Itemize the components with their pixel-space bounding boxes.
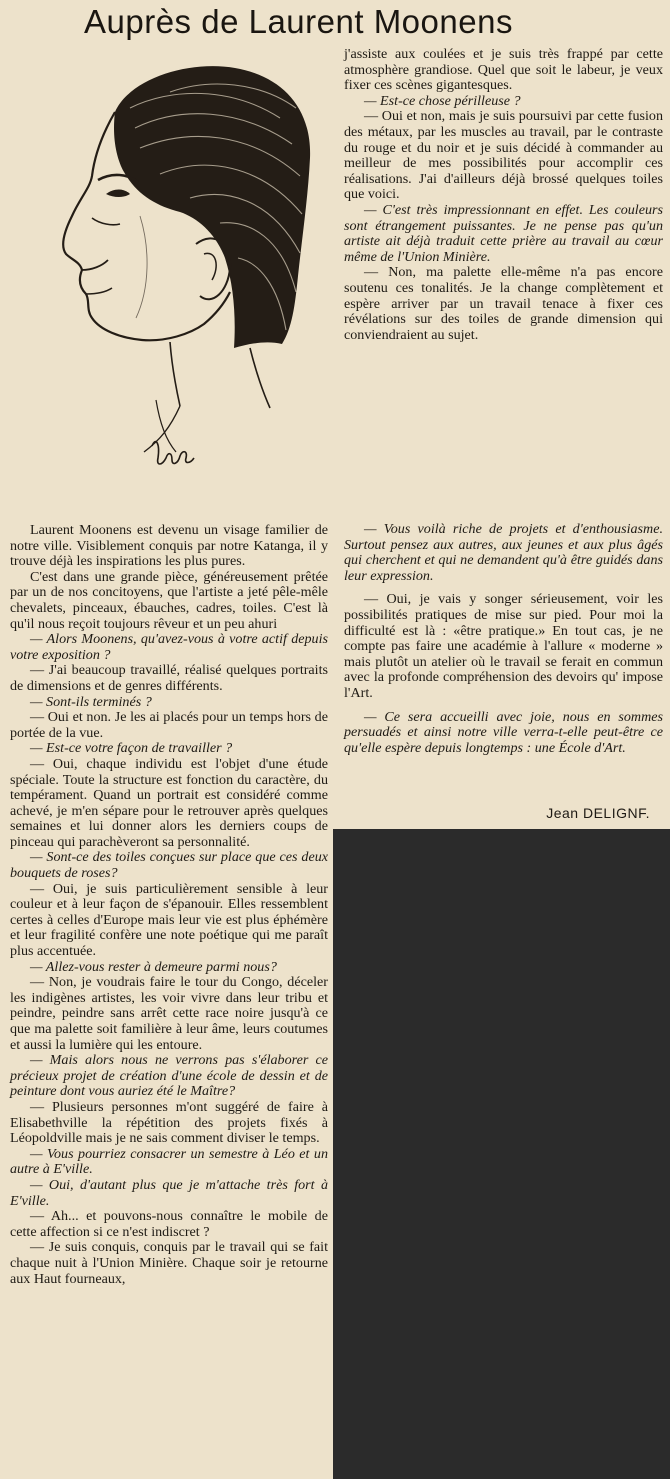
- interview-paragraph: j'assiste aux coulées et je suis très frappé par cette atmosphère grandiose. Quel que soit le labeur, je veux fixer ces scènes gigantesques.: [344, 46, 663, 94]
- interview-paragraph: — Plusieurs personnes m'ont suggéré de faire à Elisabethville la répétition des projets fixés à Léopoldville mais je ne sais comment diviser le temps.: [10, 1098, 328, 1147]
- dark-background: [333, 829, 670, 1479]
- interview-question: — Sont-ce des toiles conçues sur place que ces deux bouquets de roses?: [10, 849, 328, 882]
- interview-paragraph: — Oui, je suis particulièrement sensible à leur couleur et à leur façon de s'épanouir. Elles ressemblent certes à celles d'Europe mais leur vie est plus éphémère et leur fragilité confère une note poétique qui me paraît plus accentuée.: [10, 880, 328, 960]
- interview-paragraph: — Ah... et pouvons-nous connaître le mobile de cette affection si ce n'est indiscret ?: [10, 1208, 328, 1240]
- interview-question: — Vous voilà riche de projets et d'enthousiasme. Surtout pensez aux autres, aux jeunes et aux plus âgés qui cherchent et qui ne demandent qu'à être guidés dans leur expression.: [344, 521, 663, 584]
- author-signature: Jean DELIGNF.: [546, 805, 650, 821]
- interview-paragraph: — Je suis conquis, conquis par le travail qui se fait chaque nuit à l'Union Minière. Chaque soir je retourne aux Haut fourneaux,: [10, 1239, 328, 1287]
- interview-question: — C'est très impressionnant en effet. Les couleurs sont étrangement puissantes. Je ne pense pas qu'un artiste ait déjà traduit cette prière au travail au cœur même de l'Union Minière.: [344, 201, 663, 265]
- interview-paragraph: — Oui et non, mais je suis poursuivi par cette fusion des métaux, par les muscles au travail, par le contraste du rouge et du noir et je suis décidé à commander au meilleur de mes possibilités pour accomplir ces réalisations. J'ai d'ailleurs déjà brossé quelques toiles que voici.: [344, 108, 663, 203]
- interview-question: — Est-ce chose périlleuse ?: [364, 92, 521, 109]
- interview-paragraph: Laurent Moonens est devenu un visage familier de notre ville. Visiblement conquis par notre Katanga, il y trouve déjà les inspirations les plus pures.: [10, 522, 328, 570]
- interview-paragraph: — Oui, je vais y songer sérieusement, voir les possibilités pratiques de mise sur pied. Pour moi la difficulté est là : «être pratique.» En tout cas, je ne compte pas faire une académie à l'allure « moderne » mais plutôt un atelier où le travail se ferait en commun avec la profonde compréhension des devoirs qu' impose l'Art.: [344, 591, 663, 701]
- left-column-text: [10, 523, 328, 1287]
- interview-question: — Allez-vous rester à demeure parmi nous?: [30, 958, 277, 975]
- right-column-bottom-text: [344, 522, 663, 756]
- article-title: Auprès de Laurent Moonens: [84, 3, 513, 40]
- interview-question: — Sont-ils terminés ?: [30, 693, 152, 710]
- interview-question: — Est-ce votre façon de travailler ?: [30, 740, 233, 757]
- interview-paragraph: C'est dans une grande pièce, généreusement prêtée par un de nos concitoyens, que l'artiste a jeté pêle-mêle chevalets, pinceaux, ébauches, cadres, toiles. C'est là qu'il nous reçoit toujours rêveur et un peu ahuri: [10, 568, 328, 632]
- portrait-sketch-icon: [20, 48, 330, 490]
- interview-paragraph: — J'ai beaucoup travaillé, réalisé quelques portraits de dimensions et de genres différents.: [10, 662, 328, 694]
- interview-paragraph: — Non, ma palette elle-même n'a pas encore soutenu ces tonalités. Je la change complètement et espère arriver par un travail tenace à fixer ces révélations sur des toiles de grande dimension qui conviendraient au sujet.: [344, 264, 663, 343]
- interview-paragraph: — Oui, chaque individu est l'objet d'une étude spéciale. Toute la structure est fonction du caractère, du tempérament. Quand un portrait est considéré comme achevé, je m'en sépare pour le retrouver après quelques semaines et lui donner alors les derniers coups de pinceau qui parachèveront sa personnalité.: [10, 755, 328, 850]
- right-column-top-text: [344, 47, 663, 343]
- interview-question: — Alors Moonens, qu'avez-vous à votre actif depuis votre exposition ?: [10, 631, 328, 663]
- interview-paragraph: — Non, je voudrais faire le tour du Congo, déceler les indigènes artistes, les voir vivre dans leur tribu et peindre, peindre sans arrêt cette race noire jusqu'à ce que ma palette soit familière à leur âme, leurs coutumes et aussi la lumière qui les entoure.: [10, 974, 328, 1053]
- interview-question: — Mais alors nous ne verrons pas s'élaborer ce précieux projet de création d'une école de dessin et de peinture dont vous auriez été le Maître?: [10, 1052, 328, 1100]
- interview-question: — Oui, d'autant plus que je m'attache très fort à E'ville.: [10, 1176, 328, 1209]
- interview-question: — Vous pourriez consacrer un semestre à Léo et un autre à E'ville.: [10, 1145, 328, 1178]
- interview-question: — Ce sera accueilli avec joie, nous en sommes persuadés et ainsi notre ville verra-t-elle peut-être ce qu'elle espère depuis longtemps : une École d'Art.: [344, 708, 663, 756]
- interview-paragraph: — Oui et non. Je les ai placés pour un temps hors de portée de la vue.: [10, 709, 328, 741]
